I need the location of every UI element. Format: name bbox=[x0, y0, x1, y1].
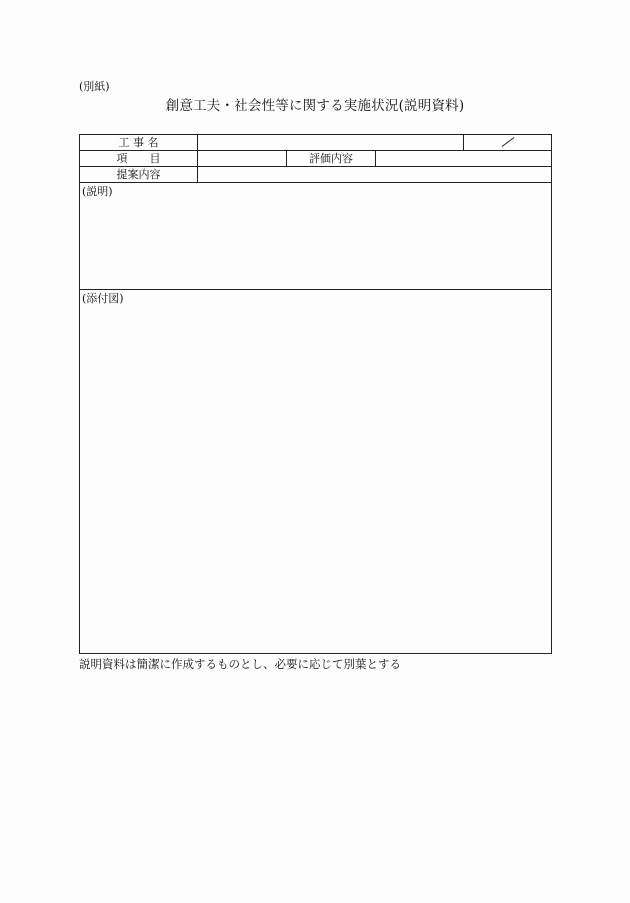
explanation-section[interactable] bbox=[80, 183, 551, 290]
evaluation-field[interactable] bbox=[375, 151, 551, 166]
project-name-label: 工 事 名 bbox=[118, 136, 159, 149]
footnote: 説明資料は簡潔に作成するものとし、必要に応じて別葉とする bbox=[79, 657, 401, 671]
explanation-label: (説明) bbox=[82, 185, 113, 198]
project-number-field[interactable] bbox=[463, 135, 551, 150]
document-title: 創意工夫・社会性等に関する実施状況(説明資料) bbox=[165, 98, 465, 114]
project-name-row bbox=[80, 135, 551, 151]
attachment-label: (添付図) bbox=[82, 292, 124, 305]
evaluation-label: 評価内容 bbox=[286, 151, 375, 166]
proposal-field[interactable] bbox=[197, 167, 551, 182]
proposal-row bbox=[80, 167, 551, 183]
annex-label: (別紙) bbox=[79, 80, 110, 93]
project-name-field[interactable] bbox=[197, 135, 463, 150]
item-field[interactable] bbox=[197, 151, 286, 166]
form-table bbox=[79, 134, 552, 654]
item-row bbox=[80, 151, 551, 167]
slash-mark-icon bbox=[501, 137, 515, 147]
attachment-section[interactable] bbox=[80, 290, 551, 653]
proposal-label: 提案内容 bbox=[116, 168, 161, 181]
item-label: 項 目 bbox=[116, 152, 161, 165]
